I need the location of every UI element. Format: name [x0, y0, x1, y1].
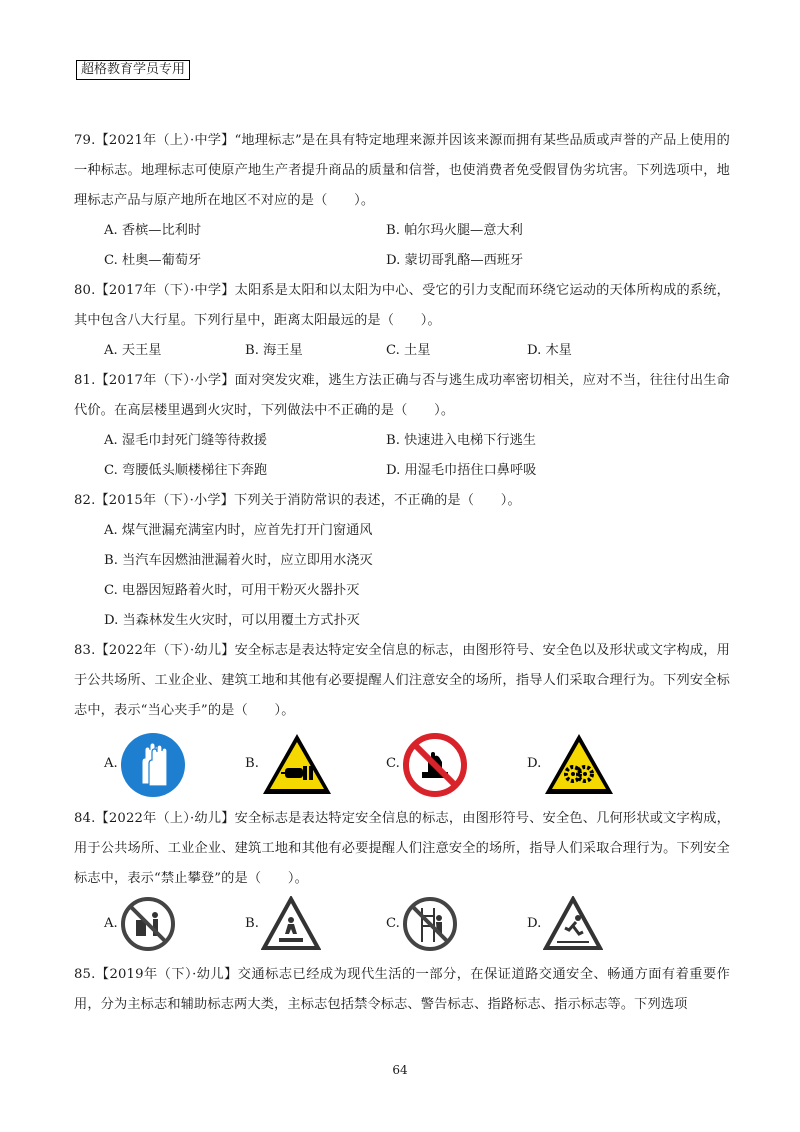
options-79: [74, 216, 730, 246]
option-79-d: D. 蒙切哥乳酪—西班牙: [386, 253, 524, 268]
options-81: [74, 426, 730, 456]
no-climbing-prohibition-icon: [402, 896, 458, 952]
hand-crush-warning-icon: [261, 732, 333, 798]
option-80-c: C. 土星: [386, 343, 431, 358]
question-84: 84.【2022年（上）·幼儿】安全标志是表达特定安全信息的标志，由图形符号、安全色、几何形状或文字构成，用于公共场所、工业企业、建筑工地和其他有必要提醒人们注意安全的场所，指导人们采取合理行为。下列安全标志中，表示“禁止攀登”的是（ ）。: [74, 811, 730, 886]
no-lifting-prohibition-icon: [120, 896, 176, 952]
option-82-b: B. 当汽车因燃油泄漏着火时，应立即用水浇灭: [104, 553, 373, 568]
option-83-c-label: C.: [386, 756, 400, 771]
question-82: 82.【2015年（下）·小学】下列关于消防常识的表述，不正确的是（ ）。: [74, 493, 521, 508]
no-touch-prohibition-icon: [402, 732, 468, 798]
sign-options-84: [74, 894, 730, 960]
question-79: 79.【2021年（上）·中学】“地理标志”是在具有特定地理来源并因该来源而拥有某些品质或声誉的产品上使用的一种标志。地理标志可使原产地生产者提升商品的质量和信誉，也使消费者免受假冒伪劣坑害。下列选项中，地理标志产品与原产地所在地区不对应的是（ ）。: [74, 133, 730, 208]
options-79-row2: [74, 246, 730, 276]
option-81-d: D. 用湿毛巾捂住口鼻呼吸: [386, 463, 537, 478]
option-80-d: D. 木星: [527, 343, 572, 358]
option-83-b-label: B.: [245, 756, 259, 771]
option-81-c: C. 弯腰低头顺楼梯往下奔跑: [104, 463, 268, 478]
option-83-d-label: D.: [527, 756, 542, 771]
question-80: 80.【2017年（下）·中学】太阳系是太阳和以太阳为中心、受它的引力支配而环绕它运动的天体所构成的系统，其中包含八大行星。下列行星中，距离太阳最远的是（ ）。: [74, 283, 730, 328]
question-83: 83.【2022年（下）·幼儿】安全标志是表达特定安全信息的标志，由图形符号、安全色以及形状或文字构成，用于公共场所、工业企业、建筑工地和其他有必要提醒人们注意安全的场所，指导人们采取合理行为。下列安全标志中，表示“当心夹手”的是（ ）。: [74, 643, 730, 718]
trip-hazard-warning-icon: [261, 896, 321, 952]
page-number: 64: [392, 1063, 408, 1077]
option-80-a: A. 天王星: [104, 343, 162, 358]
option-82-c: C. 电器因短路着火时，可用干粉灭火器扑灭: [104, 583, 360, 598]
options-81-row2: [74, 456, 730, 486]
sign-options-83: [74, 726, 730, 804]
option-84-d-label: D.: [527, 916, 542, 931]
gloves-mandatory-icon: [120, 732, 186, 798]
option-82-d: D. 当森林发生火灾时，可以用覆土方式扑灭: [104, 613, 360, 628]
option-79-b: B. 帕尔玛火腿—意大利: [386, 223, 523, 238]
header-tag: 超格教育学员专用: [76, 60, 190, 80]
option-79-c: C. 杜奥—葡萄牙: [104, 253, 202, 268]
option-80-b: B. 海王星: [245, 343, 303, 358]
option-81-a: A. 湿毛巾封死门缝等待救援: [104, 433, 267, 448]
option-82-a: A. 煤气泄漏充满室内时，应首先打开门窗通风: [104, 523, 373, 538]
option-81-b: B. 快速进入电梯下行逃生: [386, 433, 536, 448]
option-84-b-label: B.: [245, 916, 259, 931]
slip-warning-icon: [543, 896, 603, 952]
options-80: [74, 336, 730, 366]
option-84-a-label: A.: [104, 916, 118, 931]
option-83-a-label: A.: [104, 756, 118, 771]
option-84-c-label: C.: [386, 916, 400, 931]
question-content: [74, 126, 730, 1020]
question-81: 81.【2017年（下）·小学】面对突发灾难，逃生方法正确与否与逃生成功率密切相关，应对不当，往往付出生命代价。在高层楼里遇到火灾时，下列做法中不正确的是（ ）。: [74, 373, 730, 418]
gears-warning-icon: [543, 732, 615, 798]
question-85: 85.【2019年（下）·幼儿】交通标志已经成为现代生活的一部分，在保证道路交通安全、畅通方面有着重要作用，分为主标志和辅助标志两大类，主标志包括禁令标志、警告标志、指路标志、指示标志等。下列选项: [74, 967, 730, 1012]
option-79-a: A. 香槟—比利时: [104, 223, 202, 238]
